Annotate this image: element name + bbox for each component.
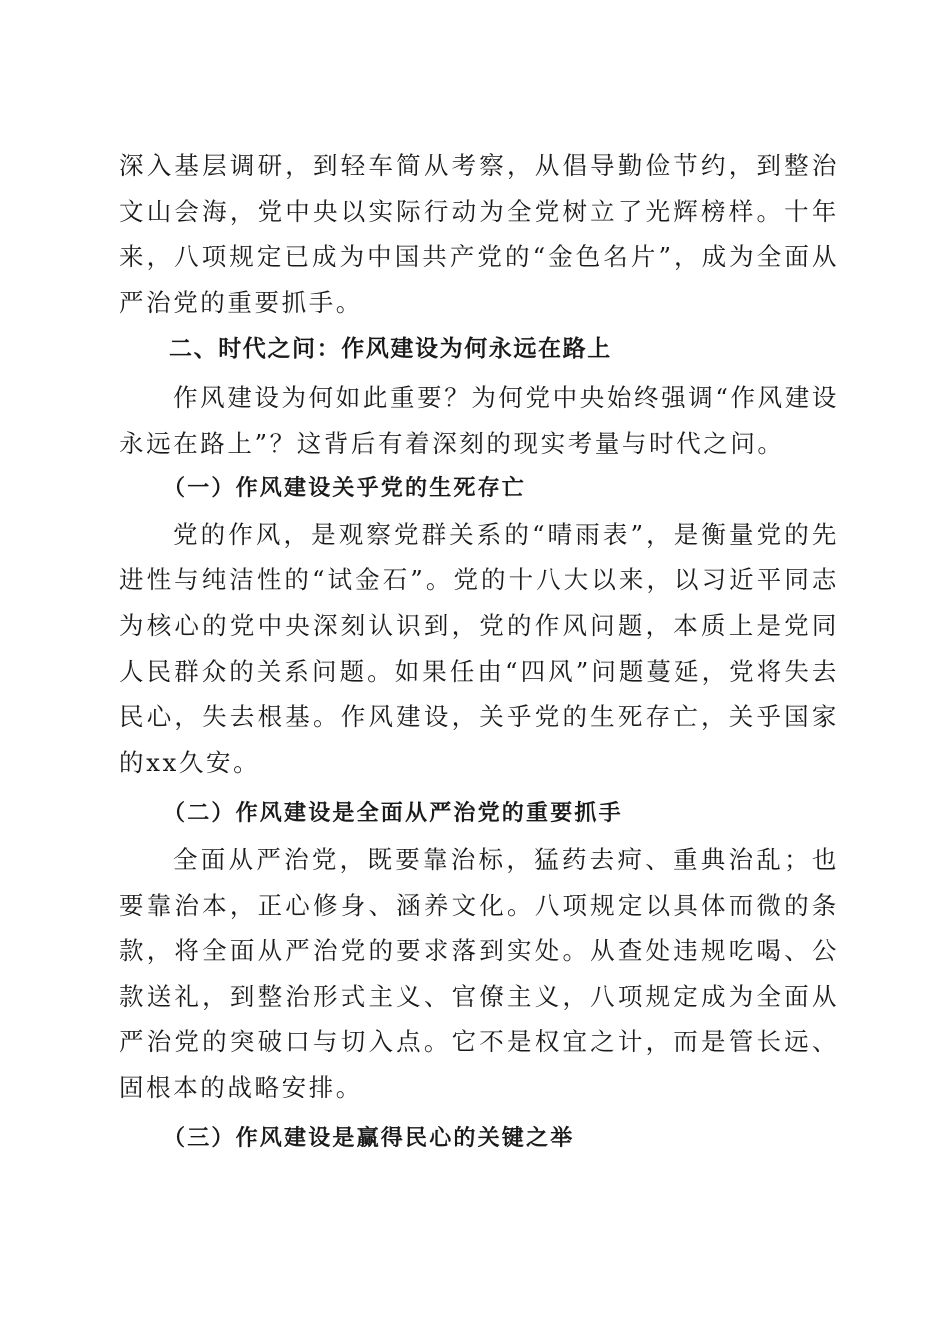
paragraph-continuation: 深入基层调研，到轻车简从考察，从倡导勤俭节约，到整治文山会海，党中央以实际行动为全党树立了光辉榜样。十年来，八项规定已成为中国共产党的“金色名片”，成为全面从严治党的重要抓手。 <box>119 151 839 317</box>
subheading-3: （三）作风建设是赢得民心的关键之举 <box>163 1125 575 1152</box>
paragraph-subsection-2: 全面从严治党，既要靠治标，猛药去疴、重典治乱；也要靠治本，正心修身、涵养文化。八项规定以具体而微的条款，将全面从严治党的要求落到实处。从查处违规吃喝、公款送礼，到整治形式主义、官僚主义，八项规定成为全面从严治党的突破口与切入点。它不是权宜之计，而是管长远、固根本的战略安排。 <box>119 844 839 1102</box>
paragraph-subsection-1: 党的作风，是观察党群关系的“晴雨表”，是衡量党的先进性与纯洁性的“试金石”。党的十八大以来，以习近平同志为核心的党中央深刻认识到，党的作风问题，本质上是党同人民群众的关系问题。如果任由“四风”问题蔓延，党将失去民心，失去根基。作风建设，关乎党的生死存亡，关乎国家的xx久安。 <box>119 519 839 777</box>
document-body <box>119 143 839 1162</box>
subheading-1: （一）作风建设关乎党的生死存亡 <box>163 475 527 502</box>
section-heading-2: 二、时代之问：作风建设为何永远在路上 <box>169 336 612 363</box>
subheading-2: （二）作风建设是全面从严治党的重要抓手 <box>163 800 623 827</box>
paragraph-section-2-intro: 作风建设为何如此重要？为何党中央始终强调“作风建设永远在路上”？这背后有着深刻的现实考量与时代之问。 <box>119 382 839 458</box>
